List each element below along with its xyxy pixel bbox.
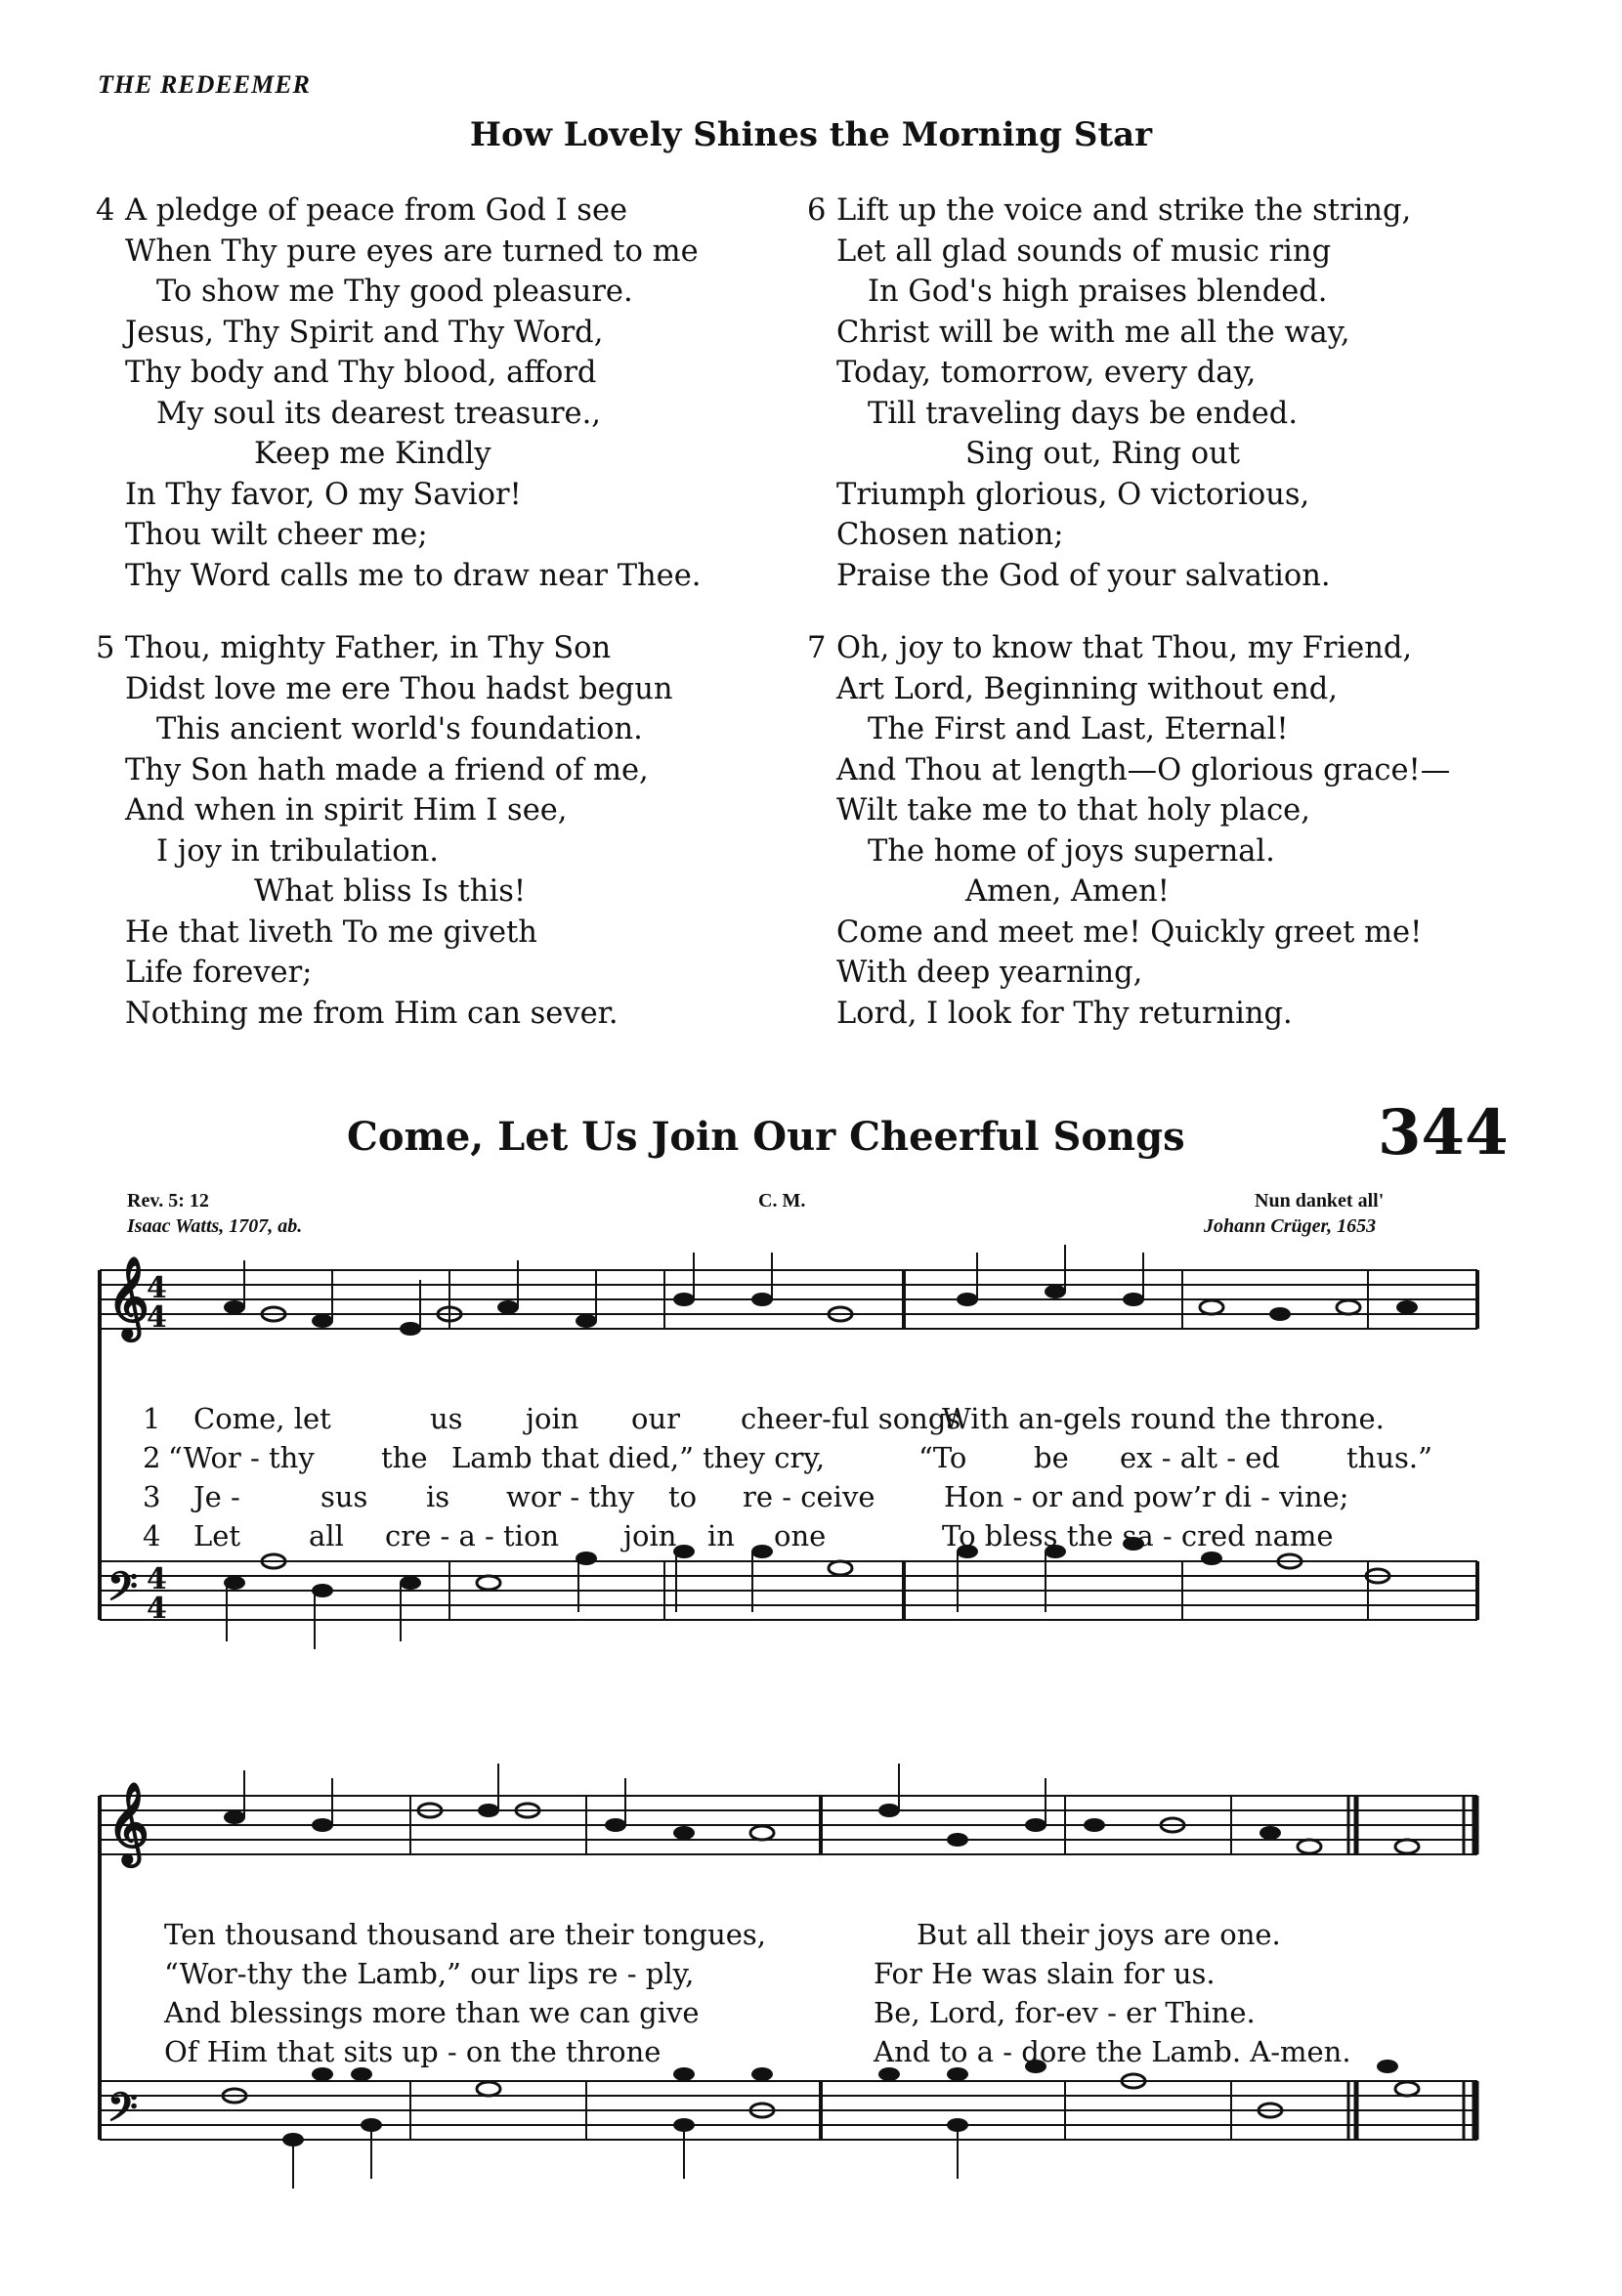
lyric-syllable: To bless the sa - cred name bbox=[942, 1519, 1334, 1552]
stanza-line: Thy Word calls me to draw near Thee. bbox=[125, 558, 702, 593]
lyric-line: For He was slain for us. bbox=[874, 1957, 1216, 1990]
lyric-line: And blessings more than we can give bbox=[164, 1996, 700, 2029]
stanza-line: What bliss Is this! bbox=[254, 874, 527, 909]
meter: C. M. bbox=[758, 1190, 806, 1212]
stanza-line: In Thy favor, O my Savior! bbox=[125, 477, 522, 512]
stanza-line: And when in spirit Him I see, bbox=[125, 793, 568, 828]
stanza-number: 5 bbox=[96, 631, 115, 665]
lyric-syllable: Hon - or and pow’r di - vine; bbox=[944, 1480, 1349, 1513]
stanza-line: Let all glad sounds of music ring bbox=[836, 234, 1332, 269]
scripture-reference: Rev. 5: 12 bbox=[127, 1190, 209, 1212]
stanza-line: And Thou at length—O glorious grace!— bbox=[836, 752, 1451, 787]
hymn-number: 344 bbox=[1378, 1096, 1509, 1169]
lyric-syllable: Je - bbox=[193, 1480, 240, 1513]
lyric-syllable: one bbox=[774, 1519, 827, 1552]
verse-number: 1 bbox=[143, 1402, 161, 1435]
lyric-syllable: sus bbox=[320, 1480, 368, 1513]
lyric-row-4 bbox=[164, 2032, 1493, 2071]
stanza-line: Amen, Amen! bbox=[965, 874, 1170, 909]
stanza-line: Oh, joy to know that Thou, my Friend, bbox=[836, 631, 1413, 665]
lyric-syllable: cre - a - tion bbox=[385, 1519, 560, 1552]
stanza-number: 7 bbox=[807, 631, 827, 665]
stanza-line: Come and meet me! Quickly greet me! bbox=[836, 914, 1423, 950]
stanza-line: With deep yearning, bbox=[836, 956, 1143, 990]
running-head: THE REDEEMER bbox=[98, 70, 311, 99]
lyric-row-2 bbox=[164, 1954, 1493, 1993]
lyric-syllable: be bbox=[1034, 1441, 1069, 1474]
svg-text:𝄢: 𝄢 bbox=[107, 2085, 138, 2140]
lyric-syllable: join bbox=[623, 1519, 677, 1552]
lyric-row-4 bbox=[143, 1516, 1491, 1555]
lyric-syllable: Come, let bbox=[193, 1402, 331, 1435]
stanza-line: This ancient world's foundation. bbox=[156, 712, 643, 746]
lyric-syllable: is bbox=[426, 1480, 450, 1513]
stanza-line: The home of joys supernal. bbox=[868, 833, 1275, 869]
stanza-line: Till traveling days be ended. bbox=[868, 396, 1299, 431]
lyric-syllable: Let bbox=[193, 1519, 241, 1552]
stanza-line: I joy in tribulation. bbox=[156, 833, 439, 869]
stanza-line: Thy body and Thy blood, afford bbox=[125, 356, 597, 390]
lyric-line: Of Him that sits up - on the throne bbox=[164, 2035, 662, 2068]
hymn2-title: Come, Let Us Join Our Cheerful Songs bbox=[347, 1114, 1185, 1160]
lyric-line: Ten thousand thousand are their tongues, bbox=[164, 1918, 767, 1951]
lyric-syllable: “Wor - thy bbox=[168, 1441, 315, 1474]
stanza-line: Art Lord, Beginning without end, bbox=[836, 671, 1338, 706]
stanza-line: Sing out, Ring out bbox=[965, 437, 1241, 471]
lyric-row-2 bbox=[143, 1438, 1491, 1477]
stanza-line: To show me Thy good pleasure. bbox=[156, 275, 633, 309]
stanza-line: Thou wilt cheer me; bbox=[125, 518, 428, 552]
verse-number: 4 bbox=[143, 1519, 161, 1552]
lyric-syllable: all bbox=[309, 1519, 344, 1552]
stanza-line: The First and Last, Eternal! bbox=[868, 712, 1289, 746]
lyric-syllable: in bbox=[707, 1519, 735, 1552]
stanza-line: Thy Son hath made a friend of me, bbox=[125, 752, 649, 787]
stanza-line: Lord, I look for Thy returning. bbox=[836, 996, 1293, 1031]
hymn1-title: How Lovely Shines the Morning Star bbox=[469, 115, 1153, 154]
lyric-line: Be, Lord, for-ev - er Thine. bbox=[874, 1996, 1256, 2029]
stanza-line: Thou, mighty Father, in Thy Son bbox=[125, 631, 612, 665]
stanza-line: Lift up the voice and strike the string, bbox=[836, 193, 1412, 228]
stanza-line: Chosen nation; bbox=[836, 518, 1064, 552]
lyric-line: “Wor-thy the Lamb,” our lips re - ply, bbox=[164, 1957, 695, 1990]
lyric-syllable: cheer-ful songs bbox=[741, 1402, 961, 1435]
stanza-line: In God's high praises blended. bbox=[868, 275, 1328, 309]
lyric-syllable: Lamb that died,” they cry, bbox=[451, 1441, 826, 1474]
lyric-row-3 bbox=[164, 1993, 1493, 2032]
lyric-syllable: the bbox=[381, 1441, 428, 1474]
stanza-line: My soul its dearest treasure., bbox=[156, 396, 601, 431]
system1-lyrics bbox=[143, 1399, 1491, 1555]
stanza-number: 6 bbox=[807, 193, 827, 228]
verse-number: 3 bbox=[143, 1480, 161, 1513]
lyric-syllable: “To bbox=[918, 1441, 967, 1474]
stanza-line: Jesus, Thy Spirit and Thy Word, bbox=[125, 315, 604, 350]
svg-text:4: 4 bbox=[147, 1300, 167, 1335]
svg-text:4: 4 bbox=[147, 1562, 167, 1596]
stanza-line: He that liveth To me giveth bbox=[125, 914, 537, 950]
lyric-syllable: our bbox=[631, 1402, 680, 1435]
tune-name: Nun danket all' bbox=[1255, 1190, 1385, 1212]
lyric-syllable: ex - alt - ed bbox=[1120, 1441, 1280, 1474]
stanza-line: Wilt take me to that holy place, bbox=[836, 793, 1310, 828]
stanza-line: Today, tomorrow, every day, bbox=[836, 356, 1257, 390]
lyric-line: But all their joys are one. bbox=[917, 1918, 1281, 1951]
lyric-syllable: thus.” bbox=[1346, 1441, 1432, 1474]
composer: Johann Crüger, 1653 bbox=[1204, 1215, 1377, 1237]
stanza-number: 4 bbox=[96, 193, 115, 228]
svg-text:𝄞: 𝄞 bbox=[107, 1254, 149, 1338]
lyric-row-1 bbox=[164, 1915, 1493, 1954]
text-author: Isaac Watts, 1707, ab. bbox=[127, 1215, 303, 1237]
stanza-line: Nothing me from Him can sever. bbox=[125, 996, 619, 1031]
stanza-line: Triumph glorious, O victorious, bbox=[836, 477, 1310, 512]
svg-text:4: 4 bbox=[147, 1271, 167, 1305]
lyric-line: And to a - dore the Lamb. A-men. bbox=[874, 2035, 1351, 2068]
stanza-line: Didst love me ere Thou hadst begun bbox=[125, 671, 673, 706]
lyric-syllable: join bbox=[526, 1402, 579, 1435]
verse-number: 2 bbox=[143, 1441, 161, 1474]
lyric-syllable: wor - thy bbox=[506, 1480, 635, 1513]
svg-text:𝄢: 𝄢 bbox=[107, 1564, 138, 1619]
stanza-line: Praise the God of your salvation. bbox=[836, 558, 1331, 593]
lyric-syllable: re - ceive bbox=[743, 1480, 875, 1513]
lyric-row-1 bbox=[143, 1399, 1491, 1438]
lyric-syllable: to bbox=[668, 1480, 698, 1513]
stanza-line: When Thy pure eyes are turned to me bbox=[125, 234, 699, 269]
stanza-line: Keep me Kindly bbox=[254, 437, 491, 471]
system2-lyrics bbox=[164, 1915, 1493, 2071]
svg-text:4: 4 bbox=[147, 1592, 167, 1626]
stanza-line: Christ will be with me all the way, bbox=[836, 315, 1350, 350]
lyric-row-3 bbox=[143, 1477, 1491, 1516]
stanza-line: Life forever; bbox=[125, 956, 313, 990]
svg-text:𝄞: 𝄞 bbox=[107, 1780, 149, 1863]
stanza-line: A pledge of peace from God I see bbox=[125, 193, 628, 228]
lyric-syllable: With an-gels round the throne. bbox=[942, 1402, 1385, 1435]
lyric-syllable: us bbox=[430, 1402, 463, 1435]
